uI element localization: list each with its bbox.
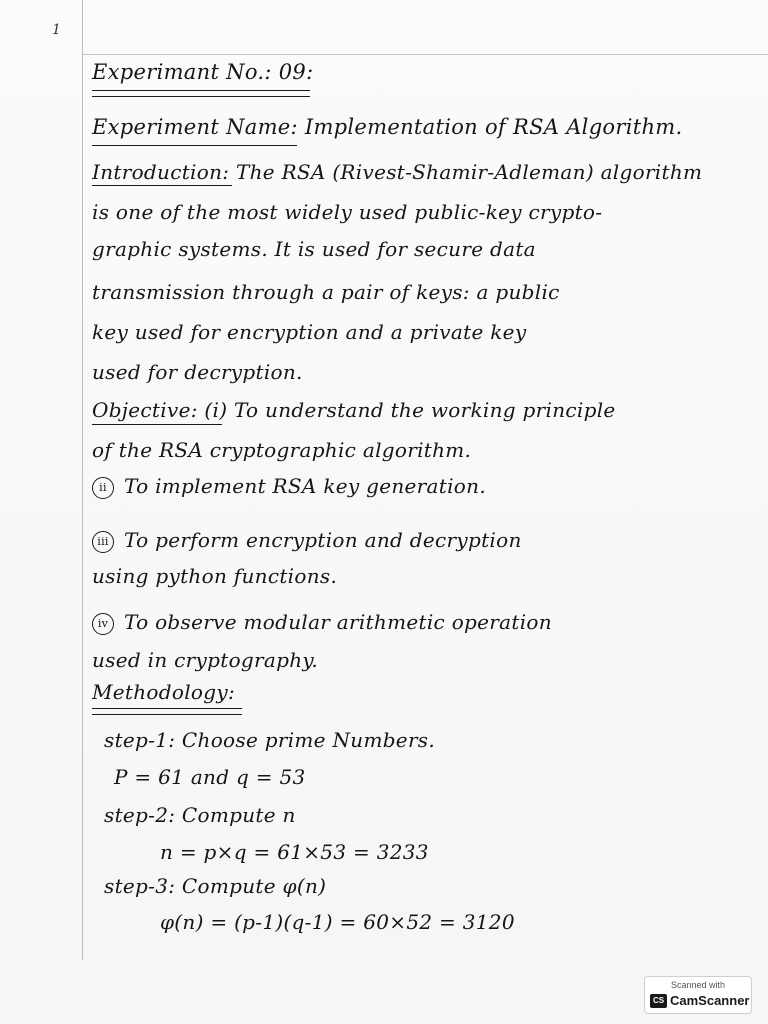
experiment-name-underline [92, 145, 297, 146]
step-1-values: P = 61 and q = 53 [114, 765, 306, 789]
watermark-brand: CamScanner [670, 993, 750, 1008]
objective-item-4-cont: used in cryptography. [92, 648, 318, 672]
intro-line-4: transmission through a pair of keys: a public [92, 280, 560, 304]
objective-item-3-cont: using python functions. [92, 564, 338, 588]
page-corner-mark: 1 [52, 22, 61, 38]
watermark-caption: Scanned with [670, 980, 726, 990]
step-1: step-1: Choose prime Numbers. [104, 728, 436, 752]
step-2-formula: n = p×q = 61×53 = 3233 [160, 840, 429, 864]
top-rule [82, 54, 768, 55]
experiment-number: Experimant No.: 09: [92, 60, 314, 84]
roman-marker-iii: iii [92, 531, 114, 553]
methodology-underline [92, 708, 242, 715]
objective-item-4 [92, 610, 552, 635]
objective-item-2 [92, 474, 486, 499]
step-2: step-2: Compute n [104, 803, 296, 827]
margin-line [82, 0, 83, 960]
objective-item-2-text: To implement RSA key generation. [124, 474, 486, 498]
step-3: step-3: Compute φ(n) [104, 874, 327, 898]
roman-marker-iv: iv [92, 613, 114, 635]
camscanner-logo-icon: CS [650, 994, 667, 1008]
objective-item-4-text: To observe modular arithmetic operation [124, 610, 552, 634]
methodology-heading: Methodology: [92, 680, 235, 704]
roman-marker-ii: ii [92, 477, 114, 499]
objective-item-3-text: To perform encryption and decryption [124, 528, 522, 552]
intro-line-3: graphic systems. It is used for secure data [92, 237, 536, 261]
introduction-underline [92, 185, 232, 186]
objective-line-2: of the RSA cryptographic algorithm. [92, 438, 472, 462]
step-3-formula: φ(n) = (p-1)(q-1) = 60×52 = 3120 [160, 910, 515, 934]
experiment-name: Experiment Name: Implementation of RSA Algorithm. [92, 115, 683, 139]
experiment-number-underline [92, 90, 310, 97]
intro-line-1: Introduction: The RSA (Rivest-Shamir-Adleman) algorithm [92, 160, 703, 184]
objective-line-1: Objective: (i) To understand the working principle [92, 398, 616, 422]
objective-item-3 [92, 528, 522, 553]
objective-underline [92, 424, 222, 425]
camscanner-watermark [644, 976, 752, 1014]
intro-line-2: is one of the most widely used public-key crypto- [92, 200, 603, 224]
intro-line-5: key used for encryption and a private key [92, 320, 527, 344]
intro-line-6: used for decryption. [92, 360, 303, 384]
